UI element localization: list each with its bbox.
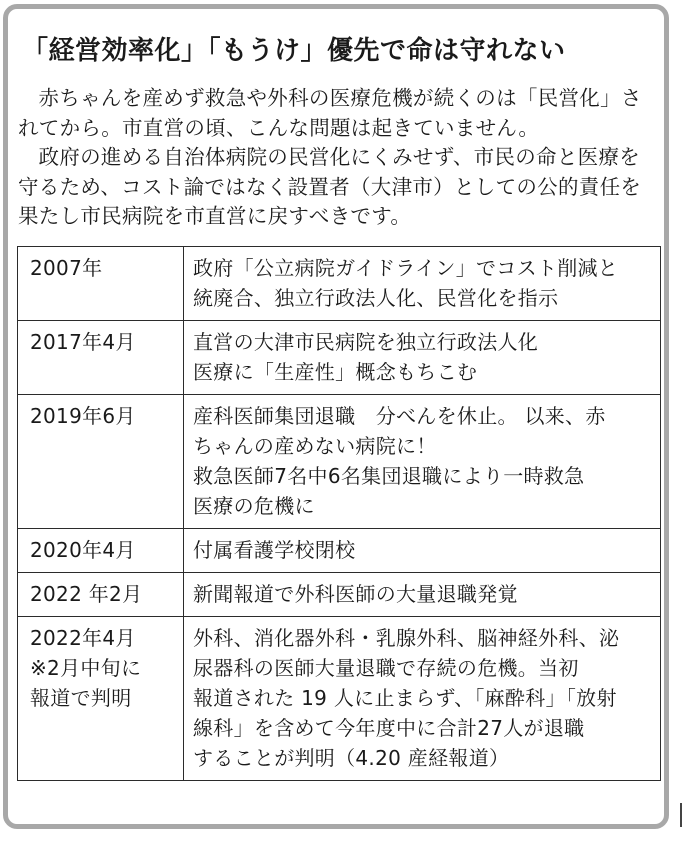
timeline-event: 産科医師集団退職 分べんを休止。 以来、赤 ちゃんの産めない病院に！ 救急医師7名中6名集団退職により一時救急 医療の危機に — [184, 395, 661, 529]
timeline-date: 2019年6月 — [18, 395, 184, 529]
timeline-event: 新聞報道で外科医師の大量退職発覚 — [184, 573, 661, 617]
timeline-row — [18, 617, 661, 781]
timeline-date: 2017年4月 — [18, 321, 184, 395]
timeline-date: 2022年4月 ※2月中旬に 報道で判明 — [18, 617, 184, 781]
intro-text — [18, 84, 658, 232]
timeline-row — [18, 321, 661, 395]
timeline-event: 政府「公立病院ガイドライン」でコスト削減と 統廃合、独立行政法人化、民営化を指示 — [184, 247, 661, 321]
timeline-date: 2020年4月 — [18, 529, 184, 573]
timeline-row — [18, 247, 661, 321]
timeline-event: 直営の大津市民病院を独立行政法人化 医療に「生産性」概念もちこむ — [184, 321, 661, 395]
timeline-date: 2022 年2月 — [18, 573, 184, 617]
timeline-event: 付属看護学校閉校 — [184, 529, 661, 573]
intro-paragraph-1: 赤ちゃんを産めず救急や外科の医療危機が続くのは「民営化」されてから。市直営の頃、こんな問題は起きていません。 — [18, 86, 642, 140]
timeline-row — [18, 395, 661, 529]
timeline-row — [18, 529, 661, 573]
timeline-event: 外科、消化器外科・乳腺外科、脳神経外科、泌 尿器科の医師大量退職で存続の危機。当初 報道された 19 人に止まらず、「麻酔科」「放射 線科」を含めて今年度中に合計27人が退職 することが判明（4.20 産経報道） — [184, 617, 661, 781]
article-title: 「経営効率化」「もうけ」優先で命は守れない — [22, 36, 566, 66]
timeline-row — [18, 573, 661, 617]
intro-paragraph-2: 政府の進める自治体病院の民営化にくみせず、市民の命と医療を守るため、コスト論ではなく設置者（大津市）としての公的責任を果たし市民病院を市直営に戻すべきです。 — [18, 145, 642, 228]
edge-line — [680, 803, 682, 827]
timeline-date: 2007年 — [18, 247, 184, 321]
timeline-table — [17, 246, 661, 781]
